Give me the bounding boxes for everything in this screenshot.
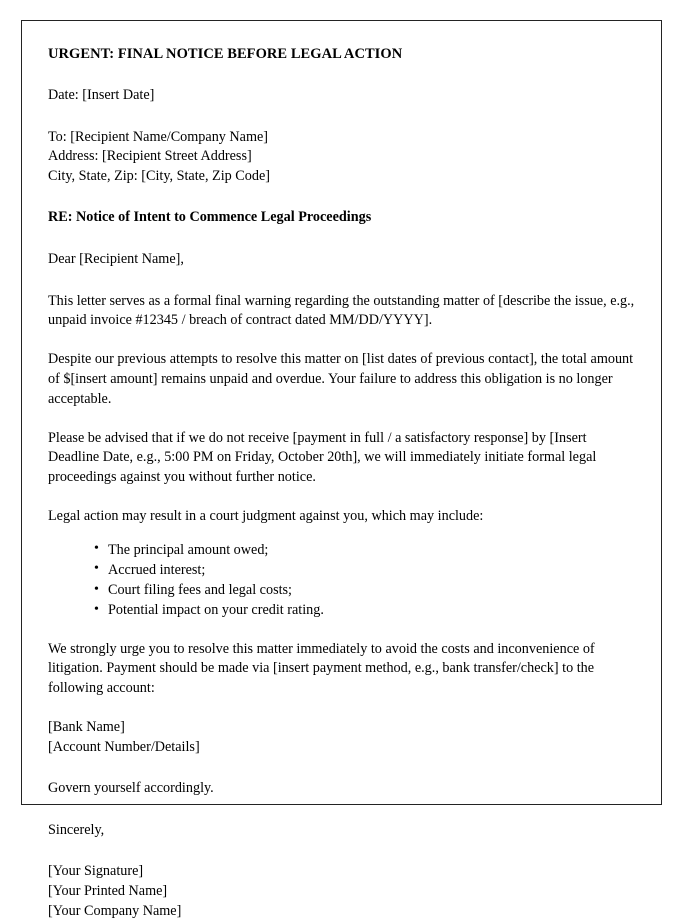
paragraph-final-warning: This letter serves as a formal final warning regarding the outstanding matter of [describe the issue, e.g., unpaid invoice #12345 / breach of contract dated MM/DD/YYYY]. xyxy=(48,292,640,332)
printed-name: [Your Printed Name] xyxy=(48,882,640,902)
recipient-to: To: [Recipient Name/Company Name] xyxy=(48,128,640,148)
spacer xyxy=(48,270,640,292)
paragraph-deadline: Please be advised that if we do not receive [payment in full / a satisfactory response] by [Insert Deadline Date, e.g., 5:00 PM on Friday, October 20th], we will immediately initiate formal legal proceedings against you without further notice. xyxy=(48,429,640,488)
signature-placeholder: [Your Signature] xyxy=(48,862,640,882)
company-name: [Your Company Name] xyxy=(48,902,640,921)
spacer xyxy=(48,106,640,128)
bank-account-number: [Account Number/Details] xyxy=(48,738,640,758)
closing-salutation: Sincerely, xyxy=(48,821,640,841)
spacer xyxy=(48,699,640,718)
list-item: • The principal amount owed; xyxy=(94,540,640,560)
bank-details-block xyxy=(48,718,640,757)
consequences-intro: Legal action may result in a court judgment against you, which may include: xyxy=(48,507,640,527)
document-page xyxy=(21,20,662,805)
subject-line: RE: Notice of Intent to Commence Legal Proceedings xyxy=(48,208,640,228)
page-title: URGENT: FINAL NOTICE BEFORE LEGAL ACTION xyxy=(48,45,640,64)
date-line: Date: [Insert Date] xyxy=(48,86,640,106)
spacer xyxy=(48,757,640,779)
spacer xyxy=(48,64,640,86)
spacer xyxy=(48,186,640,208)
spacer xyxy=(48,799,640,821)
spacer xyxy=(48,331,640,350)
list-item: • Court filing fees and legal costs; xyxy=(94,580,640,600)
spacer xyxy=(48,488,640,507)
salutation: Dear [Recipient Name], xyxy=(48,250,640,270)
recipient-address: Address: [Recipient Street Address] xyxy=(48,147,640,167)
bank-name: [Bank Name] xyxy=(48,718,640,738)
document-content xyxy=(22,21,663,921)
list-item: • Potential impact on your credit rating. xyxy=(94,600,640,620)
spacer xyxy=(48,840,640,862)
paragraph-outstanding-amount: Despite our previous attempts to resolve this matter on [list dates of previous contact], the total amount of $[insert amount] remains unpaid and overdue. Your failure to address this obligation is no longer acceptable. xyxy=(48,350,640,409)
spacer xyxy=(48,228,640,250)
list-item: • Accrued interest; xyxy=(94,560,640,580)
consequences-list xyxy=(48,540,640,621)
recipient-block xyxy=(48,128,640,187)
paragraph-payment-instructions: We strongly urge you to resolve this matter immediately to avoid the costs and inconvenience of litigation. Payment should be made via [insert payment method, e.g., bank transfer/check] to the following account: xyxy=(48,640,640,699)
spacer xyxy=(48,621,640,640)
spacer xyxy=(48,527,640,540)
recipient-city-state-zip: City, State, Zip: [City, State, Zip Code] xyxy=(48,167,640,187)
spacer xyxy=(48,410,640,429)
closing-warning: Govern yourself accordingly. xyxy=(48,779,640,799)
signature-block xyxy=(48,862,640,921)
